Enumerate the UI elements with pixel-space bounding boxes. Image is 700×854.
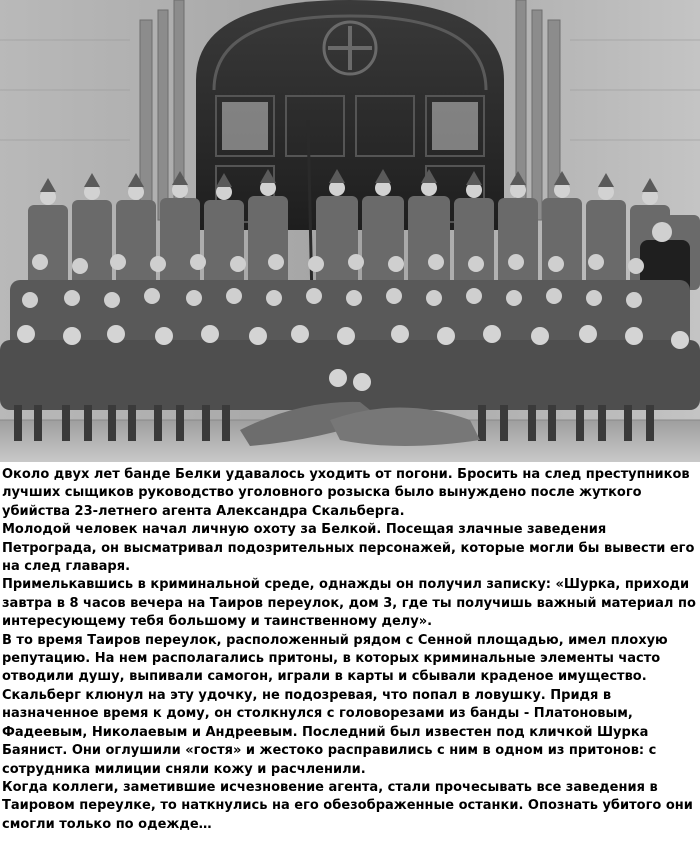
paragraph-3: Примелькавшись в криминальной среде, однажды он получил записку: «Шурка, приходи завтра в 8 часов вечера на Таиров переулок, дом 3, где ты получишь важный материал по интересующему тебя большому и таинственному делу». xyxy=(2,577,696,630)
paragraph-6: Когда коллеги, заметившие исчезновение агента, стали прочесывать все заведения в Таировом переулке, то наткнулись на его обезображенные останки. Опознать убитого они смогли только по одежде… xyxy=(2,779,693,832)
article-text xyxy=(2,466,696,834)
paragraph-4: В то время Таиров переулок, расположенный рядом с Сенной площадью, имел плохую репутацию. На нем располагались притоны, в которых криминальные элементы часто отводили душу, выпивали самогон, играли в карты и сбывали краденое имущество. xyxy=(2,632,668,685)
paragraph-1: Около двух лет банде Белки удавалось уходить от погони. Бросить на след преступников лучших сыщиков руководство уголовного розыска было вынуждено после жуткого убийства 23-летнего агента Александра Скальберга. xyxy=(2,467,690,519)
paragraph-2: Молодой человек начал личную охоту за Белкой. Посещая злачные заведения Петрограда, он высматривал подозрительных персонажей, которые могли бы вывести его на след главаря. xyxy=(2,522,695,575)
paragraph-5: Скальберг клюнул на эту удочку, не подозревая, что попал в ловушку. Придя в назначенное время к дому, он столкнулся с головорезами из банды - Платоновым, Фадеевым, Николаевым и Андреевым. Последний был известен под кличкой Шурка Баянист. Они оглушили «гостя» и жестоко расправились с ним в одном из притонов: с сотрудника милиции сняли кожу и расчленили. xyxy=(2,687,657,777)
